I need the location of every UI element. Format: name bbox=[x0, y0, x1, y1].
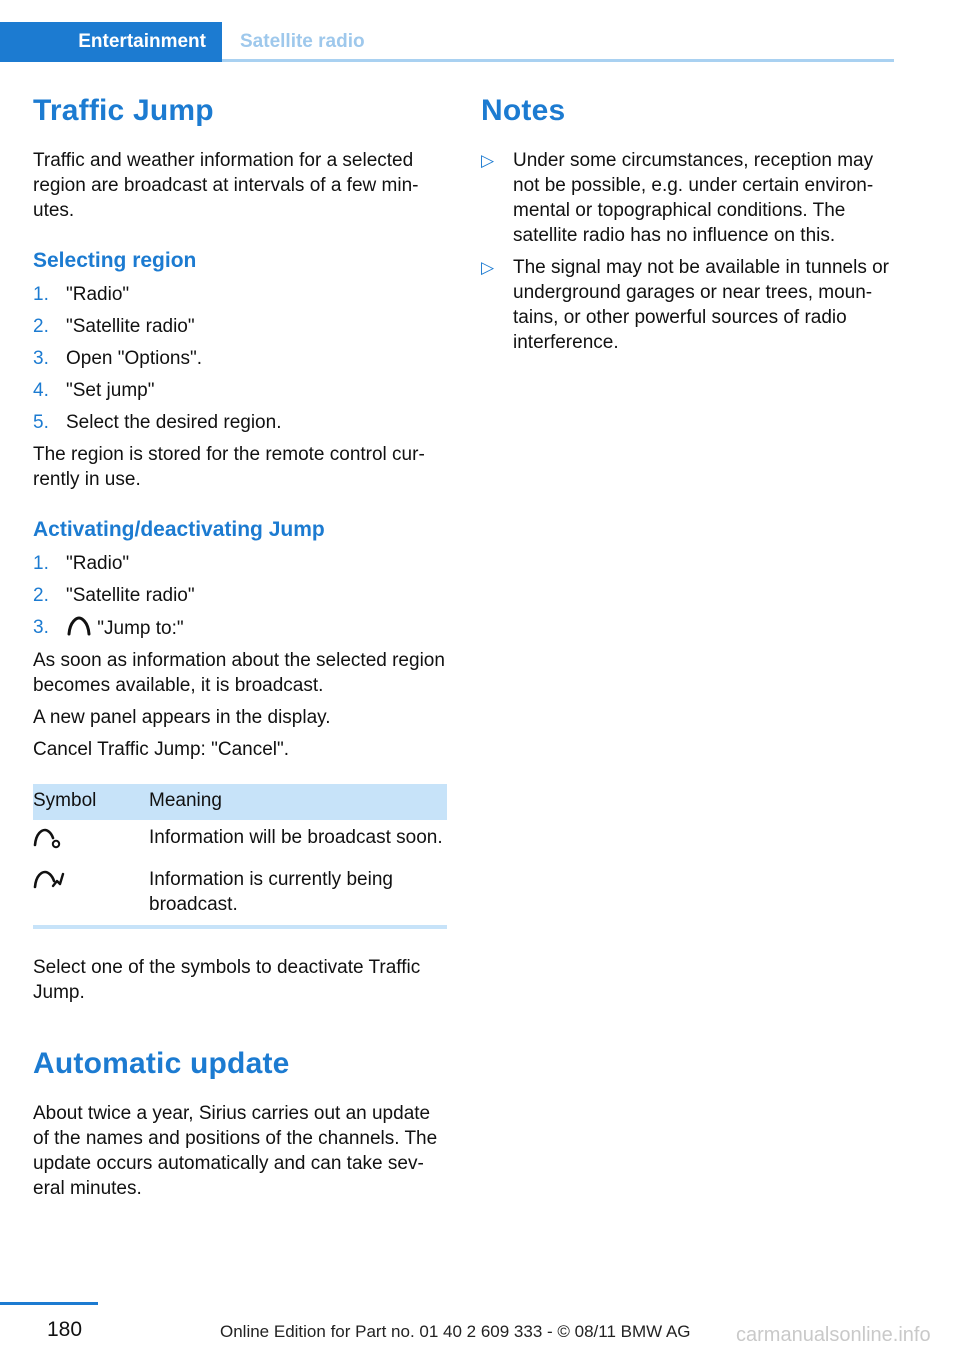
left-column bbox=[33, 92, 447, 1208]
list-item bbox=[33, 615, 447, 641]
notes-title: Notes bbox=[481, 94, 566, 127]
selecting-region-heading: Selecting region bbox=[33, 249, 197, 272]
automatic-update-title: Automatic update bbox=[33, 1047, 290, 1080]
table-row bbox=[33, 862, 447, 927]
meaning-cell: Information is currently being broadcast. bbox=[149, 862, 447, 927]
column-header-symbol: Symbol bbox=[33, 784, 149, 820]
table-row bbox=[33, 820, 447, 862]
step-number: 1. bbox=[33, 284, 49, 305]
step-text: Select the desired region. bbox=[66, 412, 282, 433]
list-item bbox=[33, 410, 447, 435]
step-text: "Radio" bbox=[66, 284, 130, 305]
step-text: "Satellite radio" bbox=[66, 585, 195, 606]
list-item bbox=[33, 378, 447, 403]
jump-pending-icon bbox=[33, 825, 63, 849]
step-text: Open "Options". bbox=[66, 348, 203, 369]
list-item bbox=[33, 282, 447, 307]
activating-jump-steps bbox=[33, 551, 447, 641]
watermark: carmanualsonline.info bbox=[736, 1324, 931, 1346]
list-item bbox=[33, 314, 447, 339]
step-number: 3. bbox=[33, 617, 49, 638]
edition-footer: Online Edition for Part no. 01 40 2 609 333 - © 08/11 BMW AG bbox=[220, 1322, 691, 1341]
notes-list bbox=[481, 148, 893, 355]
list-item bbox=[33, 583, 447, 608]
note-text: Under some circumstances, reception may not be possible, e.g. under certain environ-mental or topographical conditions. The satellite radio has no influence on this. bbox=[513, 150, 874, 246]
cancel-note: Cancel Traffic Jump: "Cancel". bbox=[33, 739, 290, 760]
step-number: 1. bbox=[33, 553, 49, 574]
list-item bbox=[33, 551, 447, 576]
right-column bbox=[481, 92, 893, 362]
deactivate-note: Select one of the symbols to deactivate Traffic Jump. bbox=[33, 957, 421, 1003]
page-number: 180 bbox=[47, 1318, 83, 1341]
step-text: "Set jump" bbox=[66, 380, 155, 401]
step-number: 5. bbox=[33, 412, 49, 433]
triangle-bullet-icon: ▷ bbox=[481, 258, 495, 277]
triangle-bullet-icon: ▷ bbox=[481, 151, 495, 170]
page-number-rule bbox=[0, 1302, 98, 1305]
list-item bbox=[33, 346, 447, 371]
symbol-cell bbox=[33, 862, 149, 927]
step-text-with-icon bbox=[66, 615, 184, 641]
note-text: The signal may not be available in tunnels or underground garages or near trees, moun-tains, or other powerful sources of radio interference. bbox=[513, 257, 890, 353]
symbol-cell bbox=[33, 820, 149, 862]
traffic-jump-intro: Traffic and weather information for a selected region are broadcast at intervals of a few min-utes. bbox=[33, 150, 419, 221]
list-item bbox=[481, 148, 893, 248]
step-text: "Jump to:" bbox=[97, 618, 184, 639]
step-number: 4. bbox=[33, 380, 49, 401]
step-text: "Satellite radio" bbox=[66, 316, 195, 337]
traffic-jump-title: Traffic Jump bbox=[33, 94, 214, 127]
column-header-meaning: Meaning bbox=[149, 784, 447, 820]
table-header-row bbox=[33, 784, 447, 820]
region-stored-note: The region is stored for the remote control cur-rently in use. bbox=[33, 444, 425, 490]
section-tab-entertainment: Entertainment bbox=[0, 22, 222, 62]
broadcast-note: As soon as information about the selected region becomes available, it is broadcast. bbox=[33, 650, 445, 696]
section-tab-satellite-radio: Satellite radio bbox=[240, 31, 365, 52]
selecting-region-steps bbox=[33, 282, 447, 435]
step-number: 2. bbox=[33, 585, 49, 606]
jump-active-icon bbox=[33, 867, 65, 891]
activating-jump-heading: Activating/deactivating Jump bbox=[33, 518, 325, 541]
jump-icon bbox=[66, 615, 92, 637]
header-rule bbox=[222, 59, 894, 62]
panel-note: A new panel appears in the display. bbox=[33, 707, 331, 728]
symbol-table bbox=[33, 784, 447, 929]
meaning-cell: Information will be broadcast soon. bbox=[149, 827, 443, 848]
step-number: 3. bbox=[33, 348, 49, 369]
automatic-update-text: About twice a year, Sirius carries out an update of the names and positions of the channels. The update occurs automatically and can take sev-eral minutes. bbox=[33, 1103, 438, 1199]
step-text: "Radio" bbox=[66, 553, 130, 574]
list-item bbox=[481, 255, 893, 355]
step-number: 2. bbox=[33, 316, 49, 337]
